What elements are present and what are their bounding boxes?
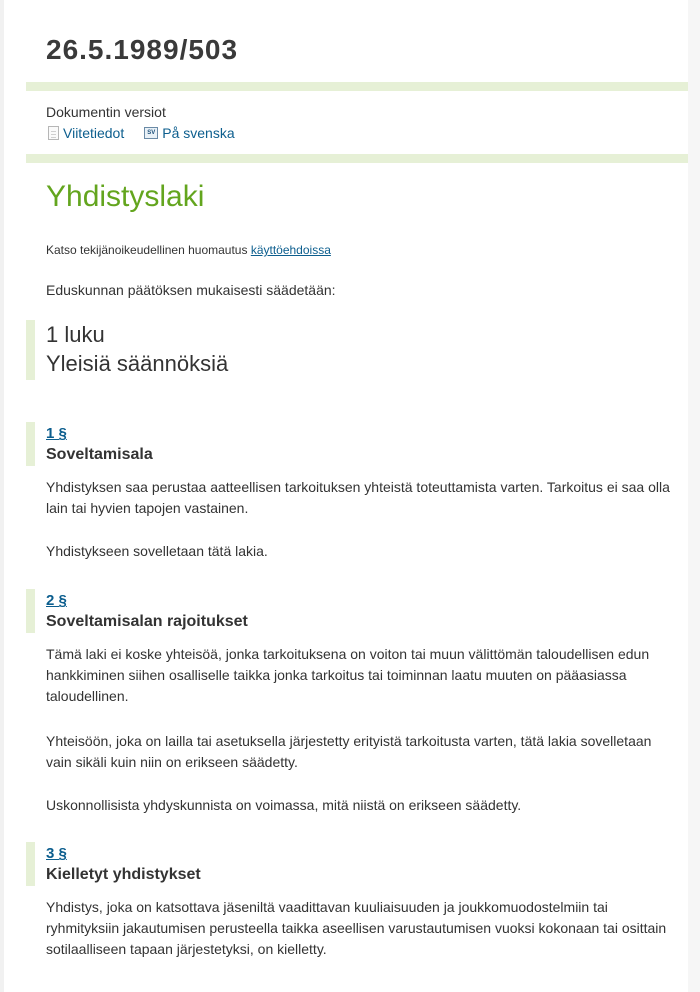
section-title: Kielletyt yhdistykset	[46, 866, 201, 883]
section-paragraph: Tämä laki ei koske yhteisöä, jonka tarkoituksena on voiton tai muun välittömän taloudellisen edun hankkiminen siihen osalliselle taikka jonka tarkoitus tai toiminnan laatu muuten on pääasiassa taloudellinen.	[46, 646, 650, 704]
chapter-title: Yleisiä säännöksiä	[46, 351, 229, 376]
section-heading	[26, 422, 153, 466]
law-title: Yhdistyslaki	[46, 180, 205, 213]
section-number-link[interactable]: 1 §	[46, 425, 67, 442]
swedish-version-link[interactable]	[144, 125, 234, 141]
document-number: 26.5.1989/503	[46, 34, 239, 65]
section-title: Soveltamisala	[46, 446, 153, 463]
section-paragraph: Yhdistyksen saa perustaa aatteellisen tarkoituksen yhteistä toteuttamista varten. Tarkoitus ei saa olla lain tai hyvien tapojen vastainen.	[46, 479, 670, 516]
section-paragraph: Uskonnollisista yhdyskunnista on voimassa, mitä niistä on erikseen säädetty.	[46, 797, 522, 813]
terms-of-use-link[interactable]: käyttöehdoissa	[250, 243, 331, 257]
chapter-heading	[26, 320, 228, 380]
section-heading	[26, 589, 248, 633]
section-paragraph: Yhdistykseen sovelletaan tätä lakia.	[46, 543, 268, 559]
section-title: Soveltamisalan rajoitukset	[46, 613, 248, 630]
section-number-link[interactable]: 3 §	[46, 845, 67, 862]
references-link-label: Viitetiedot	[63, 125, 125, 141]
document-icon	[48, 126, 59, 140]
section-number-link[interactable]: 2 §	[46, 592, 67, 609]
versions-label: Dokumentin versiot	[46, 104, 166, 120]
section-paragraph: Yhdistys, joka on katsottava jäseniltä vaadittavan kuuliaisuuden ja joukkomuodostelmiin tai ryhmityksiin jakautumisen perusteella taikka aseellisen varustautumisen vuoksi kokonaan tai osittain sotilaalliseen tapaan järjestetyksi, on kielletty.	[46, 899, 667, 957]
section-heading	[26, 842, 201, 886]
divider-bottom	[26, 154, 688, 163]
section-paragraph: Yhteisöön, joka on lailla tai asetuksella järjestetty erityistä tarkoitusta varten, tätä lakia sovelletaan vain sikäli kuin niin on erikseen säädetty.	[46, 733, 652, 770]
swedish-version-link-label: På svenska	[162, 125, 235, 141]
copyright-notice	[46, 243, 331, 257]
enactment-clause: Eduskunnan päätöksen mukaisesti säädetään:	[46, 282, 336, 298]
divider-top	[26, 82, 688, 91]
copyright-text: Katso tekijänoikeudellinen huomautus	[46, 243, 251, 257]
references-link[interactable]	[48, 125, 124, 141]
left-edge	[0, 0, 4, 992]
sv-flag-icon: SV	[144, 127, 158, 139]
right-scroll-track[interactable]	[688, 0, 700, 992]
versions-links	[48, 125, 235, 141]
chapter-number: 1 luku	[46, 322, 105, 347]
